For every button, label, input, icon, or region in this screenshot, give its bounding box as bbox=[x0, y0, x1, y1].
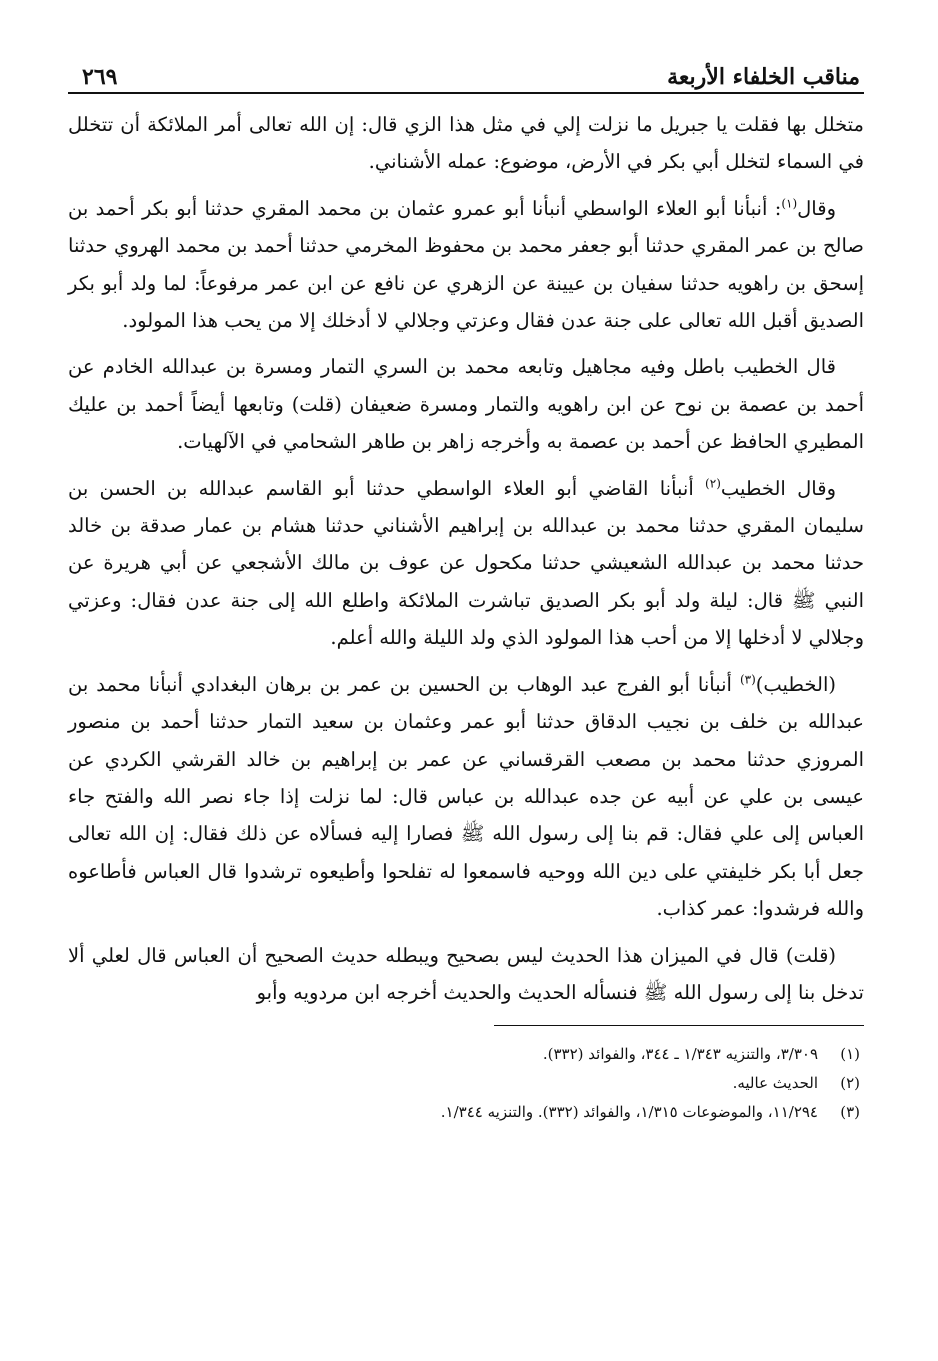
book-page bbox=[68, 58, 864, 1127]
paragraph-2 bbox=[68, 190, 864, 340]
paragraph-lead: (الخطيب) bbox=[755, 672, 836, 696]
footnote-1 bbox=[68, 1040, 860, 1069]
footnote-text: الحديث عاليه. bbox=[732, 1074, 818, 1093]
footnote-3 bbox=[68, 1098, 860, 1127]
paragraph-text: (قلت) قال في الميزان هذا الحديث ليس بصحيح ويبطله حديث الصحيح أن العباس قال لعلي ألا تدخل بنا إلى رسول الله ﷺ فنسأله الحديث والحديث أخرجه ابن مردويه وأبو bbox=[68, 943, 864, 1004]
page-body bbox=[68, 106, 864, 1011]
footnote-2 bbox=[68, 1069, 860, 1098]
page-header bbox=[68, 58, 864, 94]
paragraph-text: أنبأنا القاضي أبو العلاء الواسطي حدثنا أبو القاسم عبدالله بن الحسن بن سليمان المقري حدثنا محمد بن عبدالله بن إبراهيم الأشناني حدثنا هشام بن عمار صدقة بن خالد حدثنا محمد بن عبدالله الشعيشي حدثنا مكحول عن عوف بن مالك الأشجعي عن أبي هريرة عن النبي ﷺ قال: ليلة ولد أبو بكر الصديق تباشرت الملائكة واطلع الله إلى جنة عدن فقال: وعزتي وجلالي لا أدخلها إلا من أحب هذا المولود الذي ولد الليلة والله أعلم. bbox=[68, 476, 864, 650]
paragraph-text: قال الخطيب باطل وفيه مجاهيل وتابعه محمد بن السري التمار ومسرة بن عبدالله الخادم عن أحمد بن عصمة بن نوح عن ابن راهويه والتمار ومسرة ضعيفان (قلت) وتابعها أيضاً أحمد بن عليك المطيري الحافظ عن أحمد بن عصمة به وأخرجه زاهر بن طاهر الشحامي في الآلهيات. bbox=[68, 355, 864, 454]
paragraph-text: : أنبأنا أبو العلاء الواسطي أنبأنا أبو عمرو عثمان بن محمد المقري حدثنا أبو بكر أحمد بن صالح بن عمر المقري حدثنا أبو جعفر محمد بن محفوظ المخرمي حدثنا أحمد بن محمد الهروي حدثنا إسحق بن راهويه حدثنا سفيان بن عيينة عن الزهري عن نافع عن ابن عمر مرفوعاً: لما ولد أبو بكر الصديق أقبل الله تعالى على جنة عدن فقال وعزتي وجلالي لا أدخلك إلا من يحب هذا المولود. bbox=[68, 196, 864, 333]
footnote-ref-3: (٣) bbox=[739, 672, 756, 687]
footnote-mark: (١) bbox=[840, 1045, 860, 1064]
footnote-divider bbox=[494, 1025, 864, 1026]
paragraph-text: متخلل بها فقلت يا جبريل ما نزلت إلي في مثل هذا الزي قال: إن الله تعالى أمر الملائكة أن تتخلل في السماء لتخلل أبي بكر في الأرض، موضوع: عمله الأشناني. bbox=[68, 113, 864, 174]
footnote-ref-1: (١) bbox=[781, 196, 798, 211]
paragraph-lead: وقال الخطيب bbox=[720, 476, 836, 500]
footnotes bbox=[68, 1040, 864, 1127]
paragraph-5 bbox=[68, 666, 864, 928]
paragraph-6 bbox=[68, 937, 864, 1012]
footnote-mark: (٣) bbox=[840, 1103, 860, 1122]
page-number: ٢٦٩ bbox=[82, 64, 118, 90]
paragraph-1 bbox=[68, 106, 864, 181]
footnote-text: ١١/٢٩٤، والموضوعات ١/٣١٥، والفوائد (٣٣٢). والتنزيه ١/٣٤٤. bbox=[440, 1103, 818, 1122]
footnote-mark: (٢) bbox=[840, 1074, 860, 1093]
running-title: مناقب الخلفاء الأربعة bbox=[667, 64, 860, 90]
paragraph-text: أنبأنا أبو الفرج عبد الوهاب بن الحسين بن عمر بن برهان البغدادي أنبأنا محمد بن عبدالله بن خلف بن نجيب الدقاق حدثنا أبو عمر وعثمان بن سعيد التمار حدثنا أحمد بن منصور المروزي حدثنا محمد بن مصعب القرقساني عن عمر بن إبراهيم بن خالد القرشي الكردي عن عيسى بن علي عن أبيه عن جده عبدالله بن عباس قال: لما نزلت إذا جاء نصر الله والفتح جاء العباس إلى علي فقال: قم بنا إلى رسول الله ﷺ فصارا إليه فسألاه عن ذلك فقال: إن الله تعالى جعل أبا بكر خليفتي على دين الله ووحيه فاسمعوا له تفلحوا وأطيعوه ترشدوا قال العباس فأطاعوه والله فرشدوا: عمر كذاب. bbox=[68, 672, 864, 921]
paragraph-4 bbox=[68, 470, 864, 657]
paragraph-lead: وقال bbox=[797, 196, 836, 220]
footnote-text: ٣/٣٠٩، والتنزيه ١/٣٤٣ ـ ٣٤٤، والفوائد (٣٣٢). bbox=[542, 1045, 818, 1064]
paragraph-3 bbox=[68, 348, 864, 460]
footnote-ref-2: (٢) bbox=[705, 476, 721, 491]
